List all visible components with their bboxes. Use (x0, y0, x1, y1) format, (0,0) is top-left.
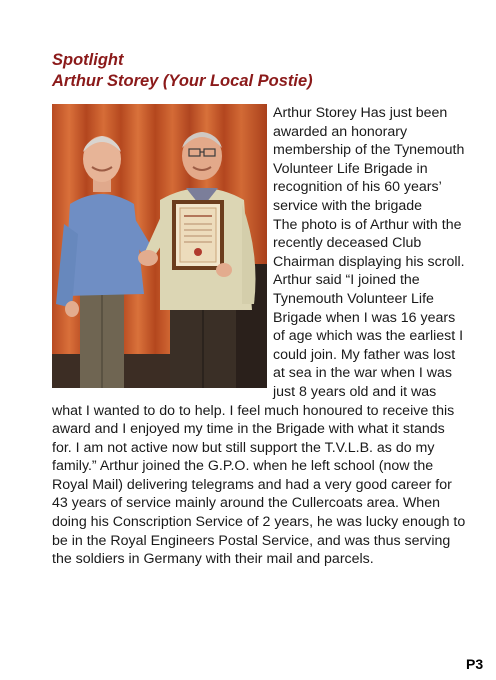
article-title: Arthur Storey (Your Local Postie) (52, 72, 313, 90)
article-paragraph-1: Arthur Storey Has just been awarded an honorary membership of the Tynemouth Volunteer Life Brigade in recognition of his 60 years’ service with the brigade (273, 105, 465, 214)
page-number: P3 (466, 656, 484, 672)
article-paragraph-3: Arthur said “I joined the Tynemouth Volunteer Life Brigade when I was 16 years of age which was the earliest I could join. My father was lost at sea in the war when I was just 8 years old and it was what I wanted to do to help. I feel much honoured to receive this award and I enjoyed my time in the Brigade with what it stands for. I am not active now but still support the T.V.L.B. as do my family.” Arthur joined the G.P.O. when he left school (now the Royal Mail) delivering telegrams and had a very good career for 43 years of service mainly around the Cullercoats area. When doing his Conscription Service of 2 years, he was lucky enough to be in the Royal Engineers Postal Service, and was thus serving the soldiers in Germany with their mail and parcels. (52, 272, 466, 568)
article-photo (52, 104, 267, 388)
section-title: Spotlight (52, 51, 124, 69)
article-body (52, 104, 466, 569)
article-paragraph-2: The photo is of Arthur with the recently deceased Club Chairman displaying his scroll. (273, 216, 465, 270)
photo-two-men-with-scroll-icon (52, 104, 267, 388)
article-heading (52, 50, 472, 92)
